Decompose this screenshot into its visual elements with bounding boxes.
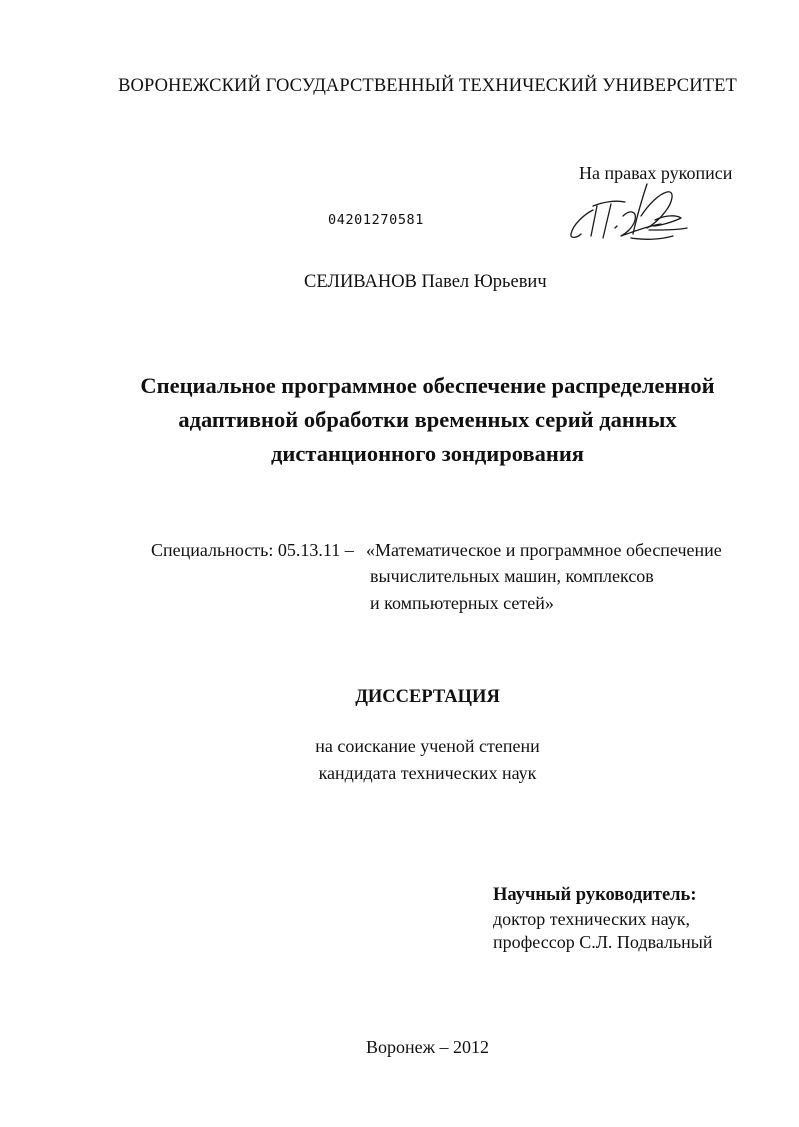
supervisor-heading: Научный руководитель: xyxy=(493,885,697,905)
signature-stroke xyxy=(571,210,593,237)
supervisor-name: профессор С.Л. Подвальный xyxy=(493,932,713,952)
signature-stroke xyxy=(633,184,647,234)
specialty-line: «Математическое и программное обеспечение xyxy=(366,540,722,560)
title-line: Специальное программное обеспечение распределенной xyxy=(140,373,715,398)
specialty-line: вычислительных машин, комплексов xyxy=(370,566,654,586)
author-name: СЕЛИВАНОВ Павел Юрьевич xyxy=(304,272,547,292)
city-year: Воронеж – 2012 xyxy=(365,1037,490,1057)
signature-stroke xyxy=(603,204,611,238)
signature-stroke xyxy=(593,201,625,206)
title-line: дистанционного зондирования xyxy=(271,441,584,466)
degree-statement xyxy=(0,733,799,787)
signature-stroke xyxy=(649,228,687,230)
dissertation-title xyxy=(0,369,799,471)
specialty-line: и компьютерных сетей» xyxy=(370,593,554,613)
specialty-label: Специальность: 05.13.11 – xyxy=(151,540,354,560)
degree-line: кандидата технических наук xyxy=(318,763,537,783)
signature-stroke xyxy=(631,236,673,239)
signature xyxy=(563,176,693,246)
title-line: адаптивной обработки временных серий данных xyxy=(178,407,677,432)
manuscript-rights-note: На правах рукописи xyxy=(579,163,733,183)
signature-stroke xyxy=(615,226,617,228)
supervisor-degree: доктор технических наук, xyxy=(493,909,690,929)
registration-number: 04201270581 xyxy=(328,212,425,228)
document-type: ДИССЕРТАЦИЯ xyxy=(355,687,500,707)
university-name: ВОРОНЕЖСКИЙ ГОСУДАРСТВЕННЫЙ ТЕХНИЧЕСКИЙ УНИВЕРСИТЕТ xyxy=(118,76,737,96)
degree-line: на соискание ученой степени xyxy=(315,736,540,756)
